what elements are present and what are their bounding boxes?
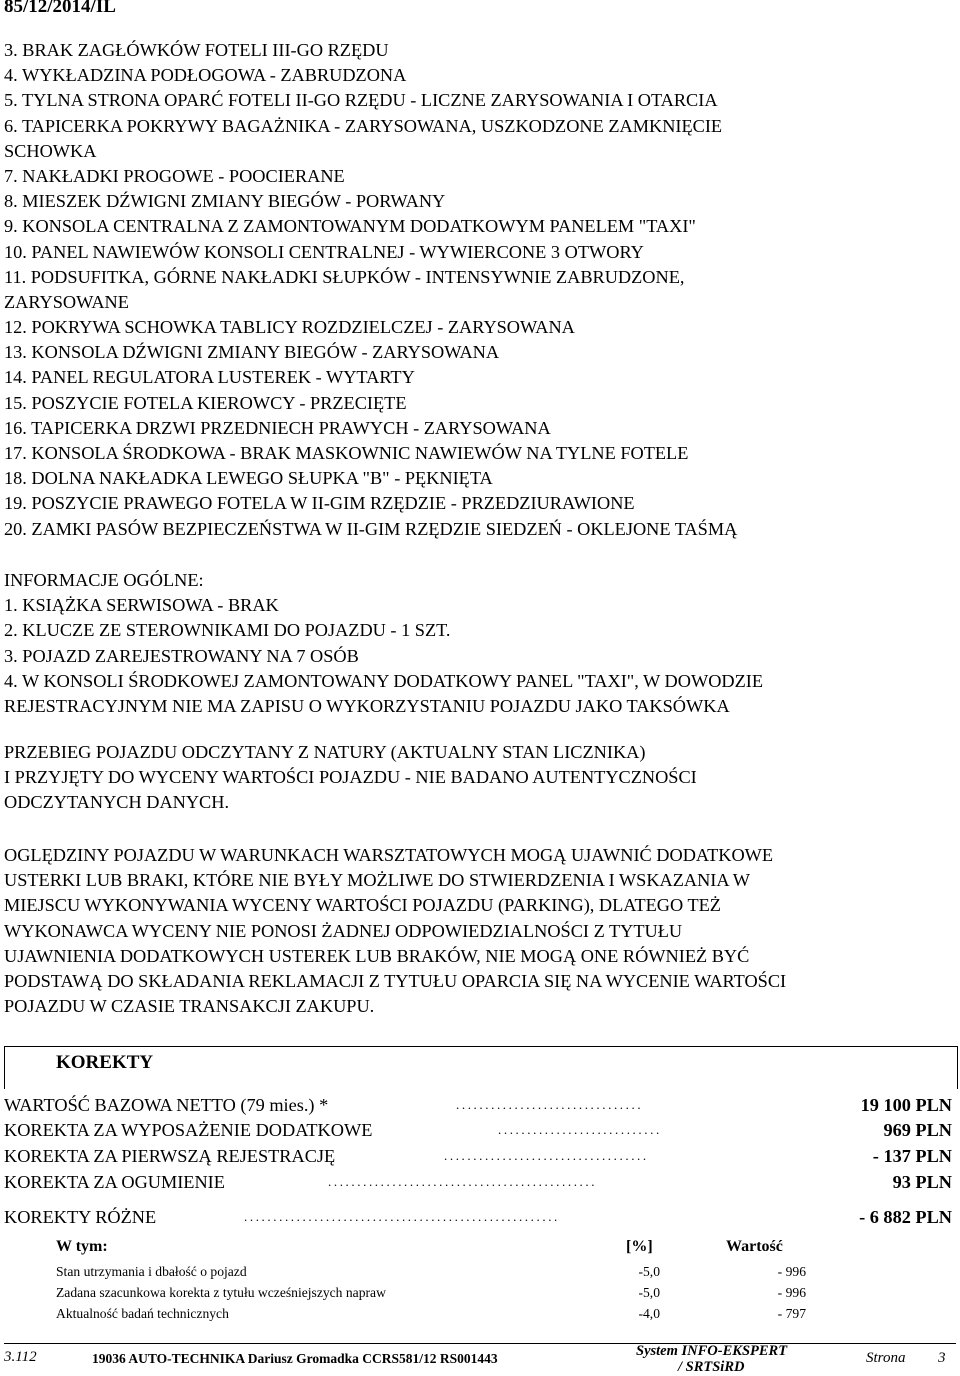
breakdown-percent: -4,0 — [638, 1306, 660, 1321]
breakdown-row — [56, 1262, 816, 1282]
breakdown-percent: -5,0 — [638, 1264, 660, 1279]
footer-page-id: 3.112 — [4, 1349, 37, 1365]
defect-item: 17. KONSOLA ŚRODKOWA - BRAK MASKOWNIC NAWIEWÓW NA TYLNE FOTELE — [4, 443, 689, 463]
correction-row-various — [4, 1204, 956, 1230]
breakdown-label: Stan utrzymania i dbałość o pojazd — [56, 1264, 247, 1279]
breakdown-row — [56, 1304, 816, 1324]
mileage-note-line: PRZEBIEG POJAZDU ODCZYTANY Z NATURY (AKTUALNY STAN LICZNIKA) — [4, 742, 646, 762]
breakdown-label: Aktualność badań technicznych — [56, 1306, 229, 1321]
inspection-notice-line: POJAZDU W CZASIE TRANSAKCJI ZAKUPU. — [4, 996, 375, 1017]
defect-item: 16. TAPICERKA DRZWI PRZEDNIECH PRAWYCH - ZARYSOWANA — [4, 417, 551, 438]
defect-item: 6. TAPICERKA POKRYWY BAGAŻNIKA - ZARYSOWANA, USZKODZONE ZAMKNIĘCIE — [4, 115, 723, 136]
correction-value: 19 100 PLN — [860, 1095, 952, 1115]
defect-item: 11. PODSUFITKA, GÓRNE NAKŁADKI SŁUPKÓW - INTENSYWNIE ZABRUDZONE, — [4, 266, 685, 287]
defect-item: 18. DOLNA NAKŁADKA LEWEGO SŁUPKA "B" - PĘKNIĘTA — [4, 468, 493, 489]
leader-dots: ...................................................... — [244, 1209, 560, 1224]
inspection-notice-line: UJAWNIENIA DODATKOWYCH USTEREK LUB BRAKÓW, NIE MOGĄ ONE RÓWNIEŻ BYĆ — [4, 945, 750, 966]
defect-item: 4. WYKŁADZINA PODŁOGOWA - ZABRUDZONA — [4, 65, 407, 86]
correction-value: 93 PLN — [892, 1172, 952, 1192]
correction-value: - 6 882 PLN — [859, 1207, 952, 1227]
footer-system-sub: / SRTSiRD — [678, 1359, 745, 1375]
inspection-notice-line: PODSTAWĄ DO SKŁADANIA REKLAMACJI Z TYTUŁU OPARCIA SIĘ NA WYCENIE WARTOŚCI — [4, 970, 787, 991]
correction-value: - 137 PLN — [872, 1146, 952, 1166]
correction-label: KOREKTY RÓŻNE — [4, 1207, 157, 1227]
leader-dots: ............................ — [498, 1122, 662, 1137]
general-info-item: 3. POJAZD ZAREJESTROWANY NA 7 OSÓB — [4, 645, 359, 666]
inspection-notice-line: OGLĘDZINY POJAZDU W WARUNKACH WARSZTATOWYCH MOGĄ UJAWNIĆ DODATKOWE — [4, 845, 774, 865]
breakdown-value: - 996 — [777, 1285, 806, 1300]
leader-dots: ................................... — [444, 1148, 649, 1163]
defect-item: 20. ZAMKI PASÓW BEZPIECZEŃSTWA W II-GIM RZĘDZIE SIEDZEŃ - OKLEJONE TAŚMĄ — [4, 518, 738, 539]
correction-row-tyres — [4, 1169, 956, 1195]
breakdown-value: - 797 — [777, 1306, 806, 1321]
mileage-note-line: I PRZYJĘTY DO WYCENY WARTOŚCI POJAZDU - NIE BADANO AUTENTYCZNOŚCI — [4, 767, 697, 788]
breakdown-value: - 996 — [777, 1264, 806, 1279]
breakdown-label: Zadana szacunkowa korekta z tytułu wcześniejszych napraw — [56, 1285, 386, 1300]
defect-item: 9. KONSOLA CENTRALNA Z ZAMONTOWANYM DODATKOWYM PANELEM "TAXI" — [4, 216, 696, 237]
footer-system-name: System INFO-EKSPERT — [636, 1343, 788, 1359]
correction-value: 969 PLN — [883, 1120, 952, 1140]
defect-item: 12. POKRYWA SCHOWKA TABLICY ROZDZIELCZEJ - ZARYSOWANA — [4, 317, 575, 338]
inspection-notice-line: MIEJSCU WYKONYWANIA WYCENY WARTOŚCI POJAZDU (PARKING), DLATEGO TEŻ — [4, 895, 721, 916]
defect-item: 10. PANEL NAWIEWÓW KONSOLI CENTRALNEJ - WYWIERCONE 3 OTWORY — [4, 241, 644, 262]
defect-item: 7. NAKŁADKI PROGOWE - POOCIERANE — [4, 165, 345, 186]
breakdown-percent: -5,0 — [638, 1285, 660, 1300]
footer-rule — [4, 1343, 956, 1344]
defect-item: 8. MIESZEK DŹWIGNI ZMIANY BIEGÓW - PORWANY — [4, 191, 446, 212]
footer-page-label: Strona — [866, 1350, 906, 1366]
defect-list — [4, 38, 954, 542]
report-id: 85/12/2014/IL — [4, 0, 116, 17]
general-info-heading: INFORMACJE OGÓLNE: — [4, 570, 204, 590]
general-info — [4, 568, 954, 719]
general-info-item: 4. W KONSOLI ŚRODKOWEJ ZAMONTOWANY DODATKOWY PANEL "TAXI", W DOWODZIE — [4, 670, 764, 691]
inspection-notice-line: WYKONAWCA WYCENY NIE PONOSI ŻADNEJ ODPOWIEDZIALNOŚCI Z TYTUŁU — [4, 920, 683, 941]
defect-item: SCHOWKA — [4, 140, 97, 161]
corrections-title: KOREKTY — [56, 1052, 154, 1073]
general-info-lines — [4, 593, 954, 719]
inspection-notice — [4, 843, 954, 1019]
correction-label: WARTOŚĆ BAZOWA NETTO (79 mies.) * — [4, 1095, 329, 1115]
defect-item: 5. TYLNA STRONA OPARĆ FOTELI II-GO RZĘDU - LICZNE ZARYSOWANIA I OTARCIA — [4, 90, 718, 111]
defect-item: 13. KONSOLA DŹWIGNI ZMIANY BIEGÓW - ZARYSOWANA — [4, 342, 500, 363]
breakdown-row — [56, 1283, 816, 1303]
breakdown-header-label: W tym: — [56, 1238, 108, 1255]
correction-label: KOREKTA ZA PIERWSZĄ REJESTRACJĘ — [4, 1146, 336, 1166]
general-info-item: 2. KLUCZE ZE STEROWNIKAMI DO POJAZDU - 1 SZT. — [4, 620, 451, 641]
defect-item: 15. POSZYCIE FOTELA KIEROWCY - PRZECIĘTE — [4, 392, 407, 413]
general-info-item: 1. KSIĄŻKA SERWISOWA - BRAK — [4, 595, 279, 616]
defect-item: 3. BRAK ZAGŁÓWKÓW FOTELI III-GO RZĘDU — [4, 40, 389, 60]
correction-label: KOREKTA ZA OGUMIENIE — [4, 1172, 225, 1192]
correction-label: KOREKTA ZA WYPOSAŻENIE DODATKOWE — [4, 1120, 373, 1140]
defect-item: 19. POSZYCIE PRAWEGO FOTELA W II-GIM RZĘDZIE - PRZEDZIURAWIONE — [4, 493, 635, 514]
correction-row-equipment — [4, 1117, 956, 1143]
breakdown-header-value: Wartość — [726, 1238, 783, 1255]
breakdown-header-percent: [%] — [626, 1238, 653, 1255]
mileage-note-line: ODCZYTANYCH DANYCH. — [4, 792, 230, 813]
footer-page-number: 3 — [938, 1350, 946, 1366]
general-info-item: REJESTRACYJNYM NIE MA ZAPISU O WYKORZYSTANIU POJAZDU JAKO TAKSÓWKA — [4, 695, 730, 716]
footer-firm: 19036 AUTO-TECHNIKA Dariusz Gromadka CCRS581/12 RS001443 — [92, 1351, 498, 1366]
correction-row-first-registration — [4, 1143, 956, 1169]
mileage-note — [4, 740, 954, 816]
defect-item: ZARYSOWANE — [4, 291, 129, 312]
correction-row-base-value — [4, 1092, 956, 1118]
defect-item: 14. PANEL REGULATORA LUSTEREK - WYTARTY — [4, 367, 415, 388]
leader-dots: .............................................. — [328, 1174, 598, 1189]
leader-dots: ................................ — [456, 1097, 644, 1112]
inspection-notice-line: USTERKI LUB BRAKI, KTÓRE NIE BYŁY MOŻLIWE DO STWIERDZENIA I WSKAZANIA W — [4, 870, 751, 891]
